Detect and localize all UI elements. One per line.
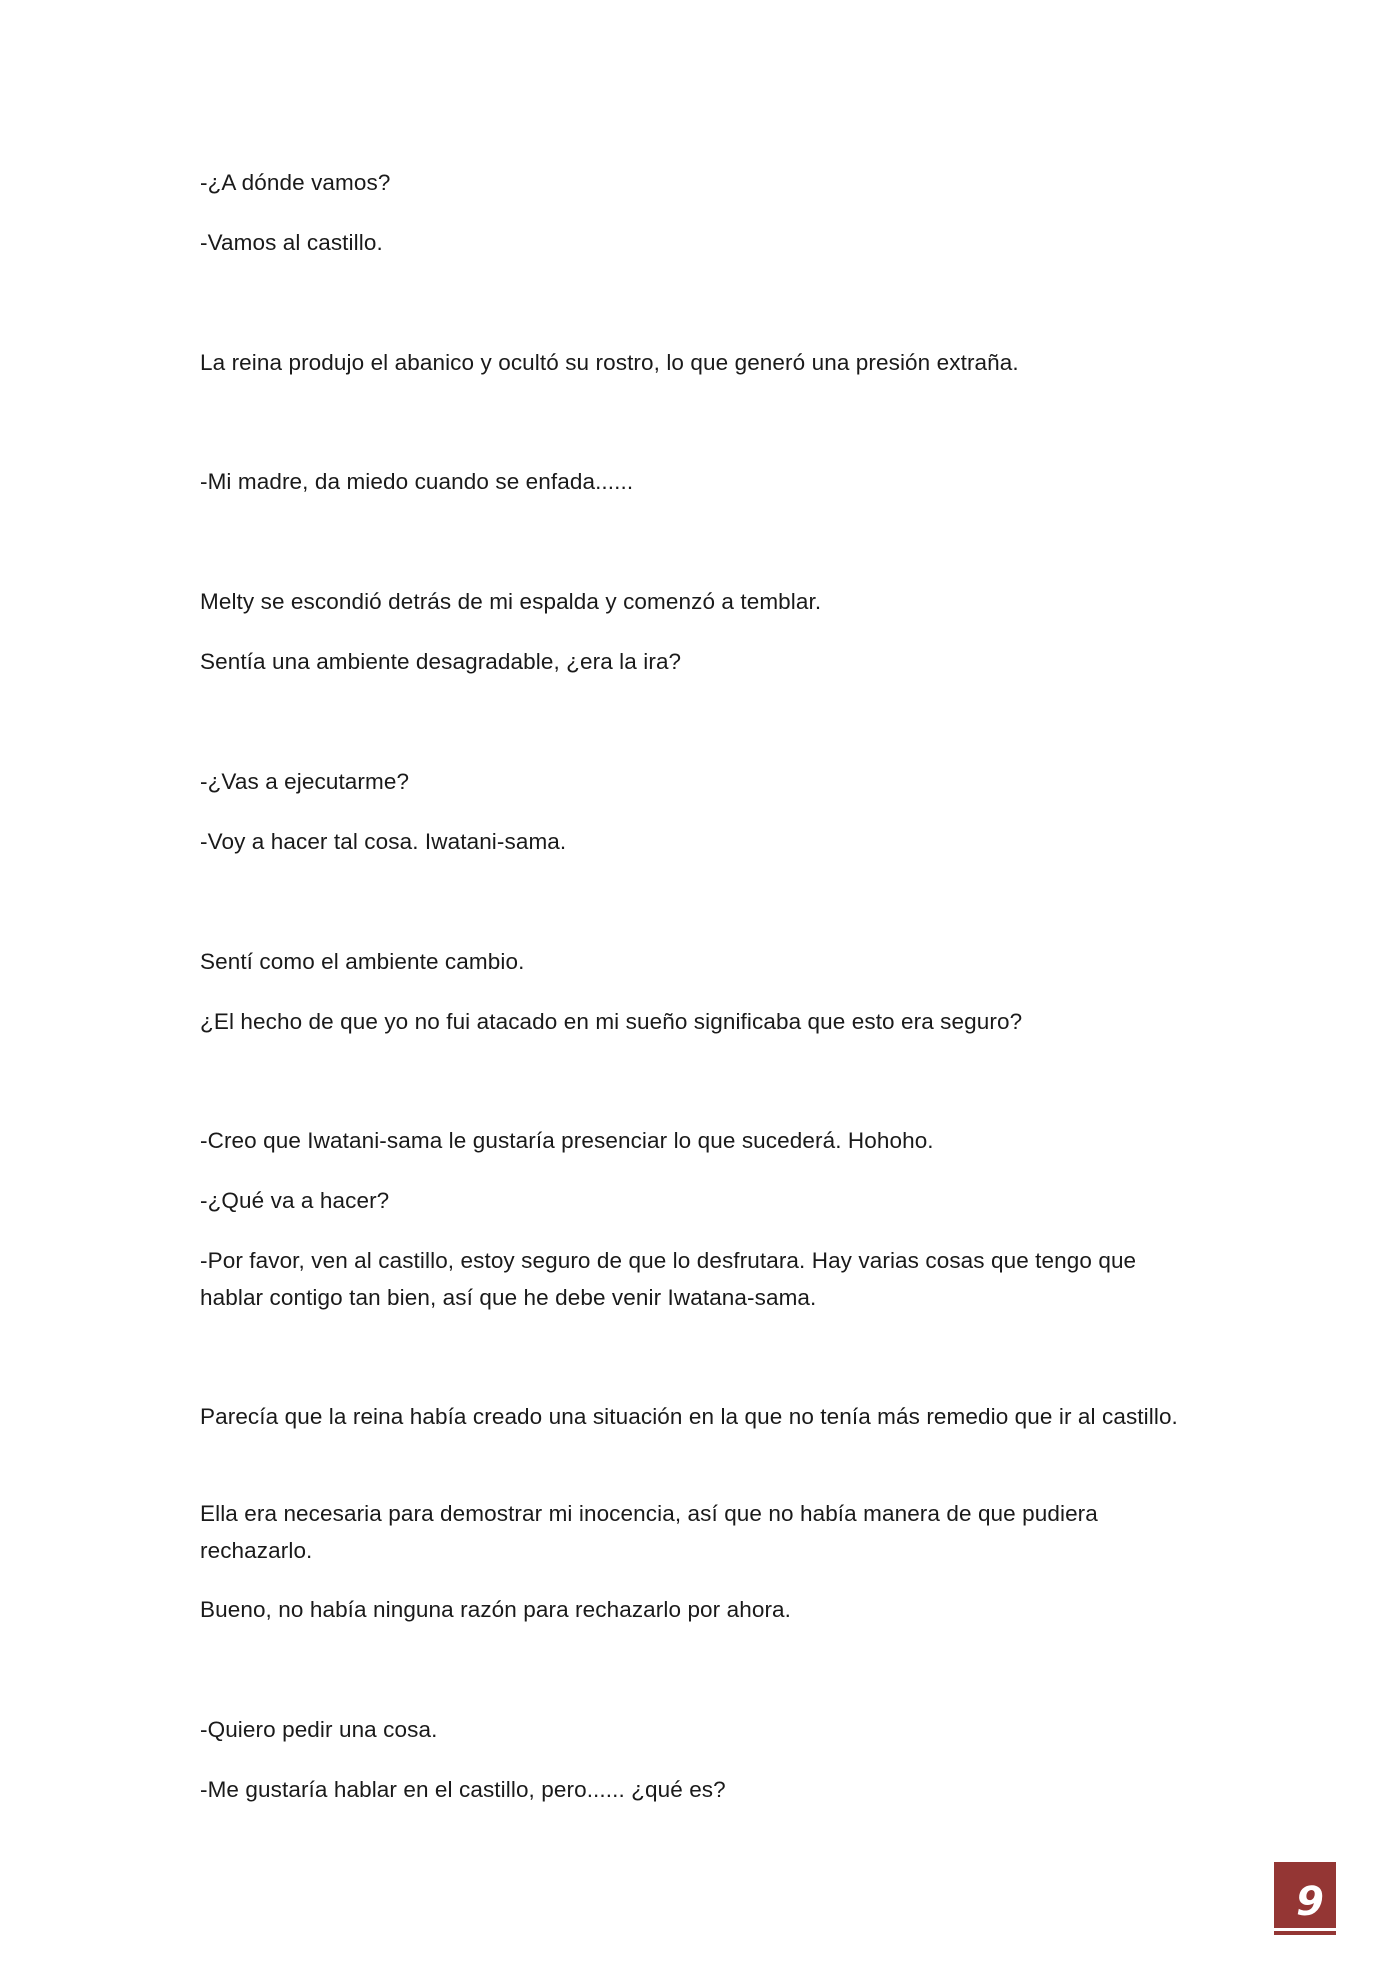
page-number: 9 xyxy=(1296,1879,1324,1925)
paragraph: ¿El hecho de que yo no fui atacado en mi sueño significaba que esto era seguro? xyxy=(200,1009,1023,1034)
paragraph: -Voy a hacer tal cosa. Iwatani-sama. xyxy=(200,829,567,854)
paragraph: Bueno, no había ninguna razón para rechazarlo por ahora. xyxy=(200,1597,792,1622)
paragraph: -Me gustaría hablar en el castillo, pero...... ¿qué es? xyxy=(200,1777,726,1802)
paragraph: -Quiero pedir una cosa. xyxy=(200,1717,438,1742)
paragraph: Sentí como el ambiente cambio. xyxy=(200,949,525,974)
paragraph: Sentía una ambiente desagradable, ¿era la ira? xyxy=(200,649,682,674)
paragraph: La reina produjo el abanico y ocultó su rostro, lo que generó una presión extraña. xyxy=(200,350,1019,375)
paragraph: -¿Qué va a hacer? xyxy=(200,1188,390,1213)
paragraph: -¿Vas a ejecutarme? xyxy=(200,769,410,794)
paragraph: -Vamos al castillo. xyxy=(200,230,383,255)
paragraph: -Por favor, ven al castillo, estoy seguro de que lo desfrutara. Hay varias cosas que tengo que hablar contigo tan bien, así que he debe venir Iwatana-sama. xyxy=(200,1248,1137,1310)
paragraph: -Mi madre, da miedo cuando se enfada...... xyxy=(200,469,634,494)
page-number-badge xyxy=(1274,1862,1336,1928)
paragraph: -¿A dónde vamos? xyxy=(200,170,391,195)
paragraph: Ella era necesaria para demostrar mi inocencia, así que no había manera de que pudiera rechazarlo. xyxy=(200,1501,1098,1563)
paragraph: -Creo que Iwatani-sama le gustaría presenciar lo que sucederá. Hohoho. xyxy=(200,1128,934,1153)
paragraph: Melty se escondió detrás de mi espalda y comenzó a temblar. xyxy=(200,589,822,614)
page-number-underline xyxy=(1274,1931,1336,1935)
paragraph: Parecía que la reina había creado una situación en la que no tenía más remedio que ir al castillo. xyxy=(200,1404,1178,1429)
